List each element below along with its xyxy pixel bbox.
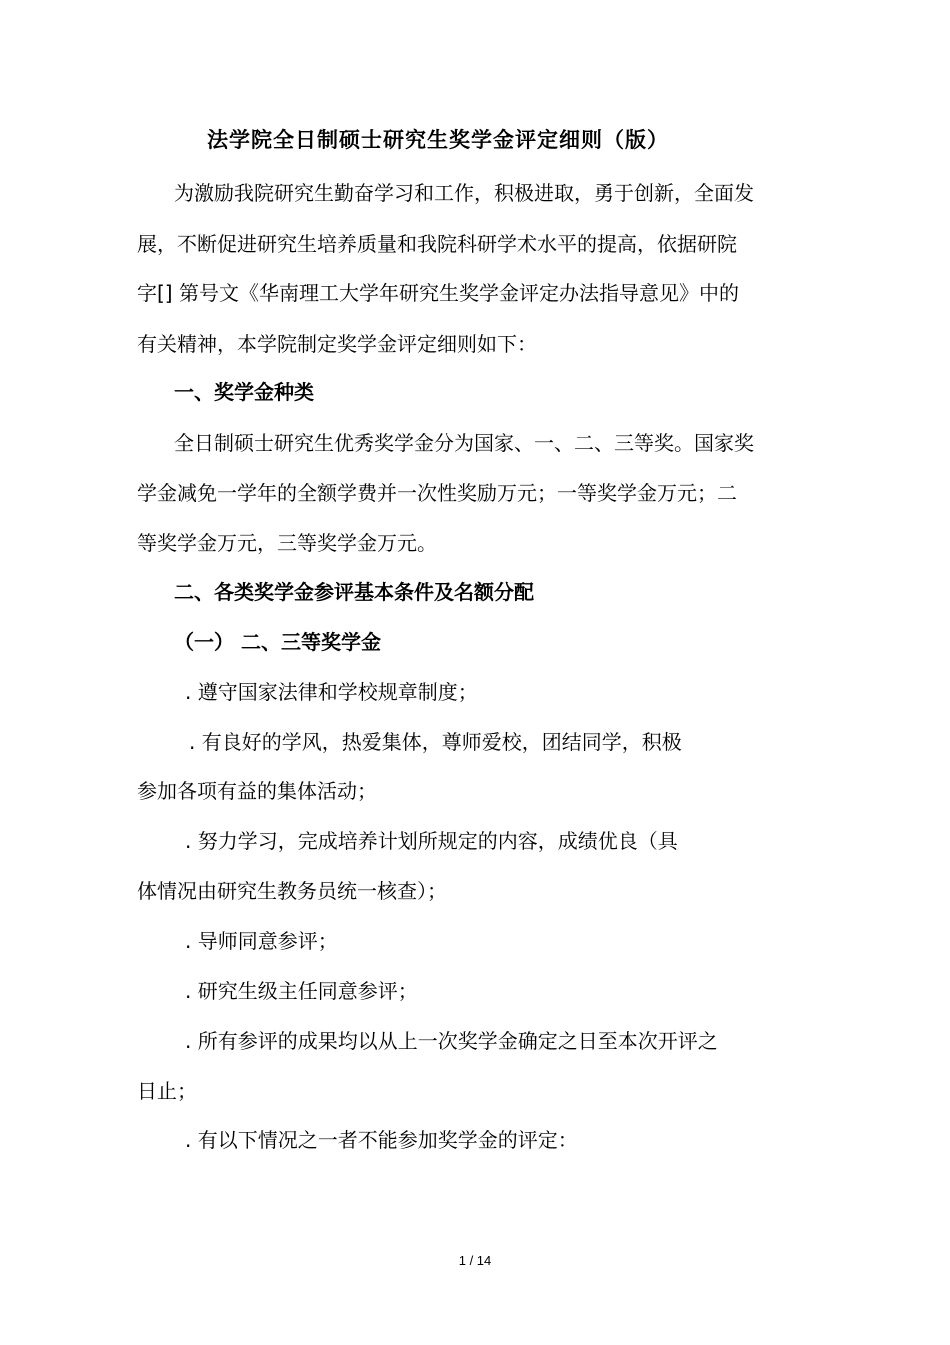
intro-line-1: 为激励我院研究生勤奋学习和工作，积极进取，勇于创新，全面发 (174, 181, 754, 205)
page-number: 1 / 14 (458, 1253, 492, 1268)
intro-line-2: 展，不断促进研究生培养质量和我院科研学术水平的提高，依据研院 (137, 232, 737, 256)
list-item-continuation: 体情况由研究生教务员统一核查）； (137, 879, 447, 903)
intro-line-3: 字[] 第号文《华南理工大学年研究生奖学金评定办法指导意见》中的 (137, 281, 739, 305)
page-title: 法学院全日制硕士研究生奖学金评定细则（版） (207, 128, 669, 152)
list-item: . 所有参评的成果均以从上一次奖学金确定之日至本次开评之 (185, 1029, 718, 1053)
subsection-heading: （一） 二、三等奖学金 (174, 630, 381, 654)
list-item: . 遵守国家法律和学校规章制度； (185, 680, 478, 704)
section1-line-3: 等奖学金万元，三等奖学金万元。 (137, 531, 437, 555)
list-item: . 有良好的学风，热爱集体，尊师爱校，团结同学，积极 (189, 730, 682, 754)
section-heading-2: 二、各类奖学金参评基本条件及名额分配 (174, 580, 534, 604)
intro-line-4: 有关精神，本学院制定奖学金评定细则如下： (137, 332, 537, 356)
list-item: . 努力学习，完成培养计划所规定的内容，成绩优良（具 (185, 829, 678, 853)
section1-line-2: 学金减免一学年的全额学费并一次性奖励万元；一等奖学金万元；二 (137, 481, 737, 505)
list-item-continuation: 日止； (137, 1079, 197, 1103)
list-item: . 研究生级主任同意参评； (185, 979, 418, 1003)
section1-line-1: 全日制硕士研究生优秀奖学金分为国家、一、二、三等奖。国家奖 (174, 431, 754, 455)
list-item-continuation: 参加各项有益的集体活动； (137, 779, 377, 803)
list-item: . 导师同意参评； (185, 929, 338, 953)
section-heading-1: 一、奖学金种类 (174, 380, 314, 404)
list-item: . 有以下情况之一者不能参加奖学金的评定： (185, 1128, 578, 1152)
